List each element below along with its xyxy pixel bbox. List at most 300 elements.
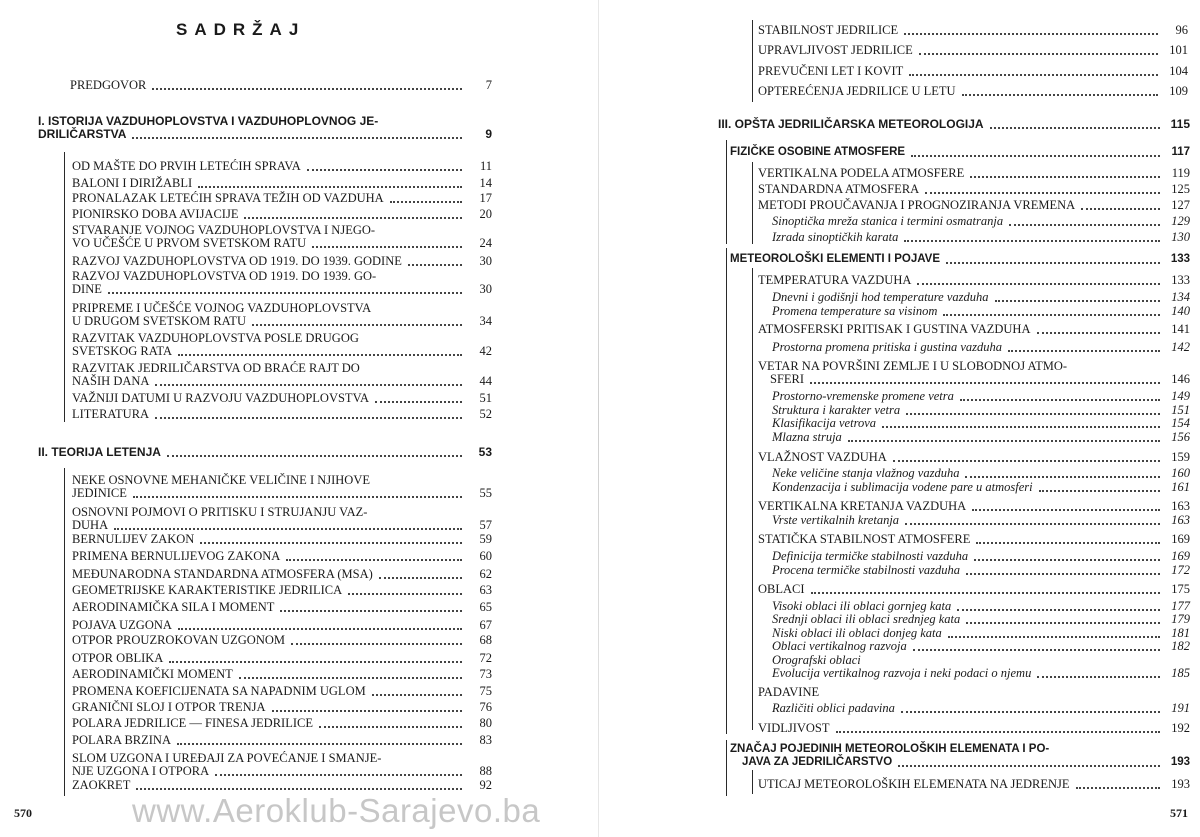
toc-page-number: 134 [1171, 290, 1190, 304]
toc-page-number: 117 [1171, 146, 1190, 158]
toc-entry-title: METODI PROUČAVANJA I PROGNOZIRANJA VREMENA [758, 198, 1076, 212]
toc-entry [72, 474, 492, 500]
dot-leader [1081, 207, 1160, 210]
toc-entry-title: Visoki oblaci ili oblaci gornjeg kata [772, 599, 952, 613]
toc-entry-title: GEOMETRIJSKE KARAKTERISTIKE JEDRILICA [72, 583, 343, 597]
toc-entry-title: Vrste vertikalnih kretanja [772, 513, 900, 527]
toc-entry [72, 533, 492, 546]
toc-entry-title: II. TEORIJA LETENJA [38, 445, 161, 459]
toc-page-number: 101 [1169, 43, 1188, 57]
toc-entry [72, 701, 492, 714]
toc-entry-title-continuation: VO UČEŠĆE U PRVOM SVETSKOM RATU [72, 236, 307, 250]
toc-entry-title: POLARA BRZINA [72, 733, 171, 747]
toc-entry-title: Klasifikacija vetrova [772, 416, 877, 430]
toc-page-number: 51 [479, 391, 492, 405]
toc-entry-title: PRIPREME I UČEŠĆE VOJNOG VAZDUHOPLOVSTVA [72, 301, 372, 315]
watermark: www.Aeroklub-Sarajevo.ba [132, 792, 541, 829]
toc-entry-title: PADAVINE [758, 685, 820, 699]
toc-entry [72, 506, 492, 532]
toc-entry-title: VETAR NA POVRŠINI ZEMLJE I U SLOBODNOJ ATMO- [758, 359, 1068, 373]
toc-entry-title: SLOM UZGONA I UREĐAJI ZA POVEĆANJE I SMANJE- [72, 751, 382, 765]
dot-leader [200, 541, 462, 544]
dot-leader [114, 527, 462, 530]
toc-page-number: 73 [479, 667, 492, 681]
dot-leader [178, 353, 462, 356]
toc-entry-title: POLARA JEDRILICE — FINESA JEDRILICE [72, 716, 313, 730]
toc-page-number: 65 [479, 600, 492, 614]
dot-leader [152, 87, 462, 90]
toc-page-number: 177 [1171, 599, 1190, 613]
toc-entry [772, 613, 1190, 626]
section-rule [64, 152, 65, 422]
toc-entry-title: ZAOKRET [72, 778, 131, 792]
dot-leader [925, 191, 1160, 194]
toc-entry [72, 717, 492, 730]
dot-leader [909, 73, 1158, 76]
dot-leader [957, 608, 1160, 611]
dot-leader [904, 32, 1158, 35]
dot-leader [167, 454, 462, 457]
toc-page-number: 193 [1171, 777, 1190, 791]
toc-entry-title: RAZVOJ VAZDUHOPLOVSTVA OD 1919. DO 1939. GODINE [72, 254, 402, 268]
toc-entry [758, 24, 1188, 37]
dot-leader [810, 381, 1160, 384]
toc-page-number: 17 [479, 191, 492, 205]
toc-entry-title: OPTEREĆENJA JEDRILICE U LETU [758, 84, 956, 98]
toc-page-number: 127 [1171, 198, 1190, 212]
toc-entry-title: VIDLJIVOST [758, 721, 830, 735]
toc-entry-title: STANDARDNA ATMOSFERA [758, 182, 920, 196]
dot-leader [905, 522, 1160, 525]
toc-entry-title: Izrada sinoptičkih karata [772, 230, 899, 244]
toc-entry [72, 668, 492, 681]
toc-page-number: 154 [1171, 416, 1190, 430]
dot-leader [375, 400, 462, 403]
toc-page-number: 191 [1171, 701, 1190, 715]
section-rule [752, 20, 753, 102]
toc-entry-title: Prostorno-vremenske promene vetra [772, 389, 954, 403]
toc-entry-title: VERTIKALNA KRETANJA VAZDUHA [758, 499, 967, 513]
toc-page-number: 24 [479, 236, 492, 250]
toc-page-number: 9 [485, 127, 492, 141]
toc-entry [72, 332, 492, 358]
dot-leader [974, 558, 1160, 561]
toc-entry-title: ZNAČAJ POJEDINIH METEOROLOŠKIH ELEMENATA I PO- [730, 743, 1050, 755]
toc-entry-title: Niski oblaci ili oblaci donjeg kata [772, 626, 942, 640]
dot-leader [917, 282, 1160, 285]
toc-page-number: 159 [1171, 450, 1190, 464]
toc-entry [758, 323, 1190, 336]
toc-entry-title: Evolucija vertikalnog razvoja i neki podaci o njemu [772, 666, 1032, 680]
toc-entry [72, 392, 492, 405]
toc-entry-title: Struktura i karakter vetra [772, 403, 901, 417]
toc-page-number: 133 [1170, 253, 1190, 265]
toc-entry-title: OSNOVNI POJMOVI O PRITISKU I STRUJANJU VAZ- [72, 505, 368, 519]
toc-entry-title: Sinoptička mreža stanica i termini osmatranja [772, 214, 1004, 228]
section-rule [726, 740, 727, 796]
dot-leader [272, 709, 462, 712]
toc-page-number: 175 [1171, 582, 1190, 596]
right-page [600, 0, 1200, 837]
toc-entry-title: I. ISTORIJA VAZDUHOPLOVSTVA I VAZDUHOPLOVNOG JE- [38, 114, 379, 128]
dot-leader [965, 475, 1160, 478]
toc-entry [772, 667, 1190, 680]
toc-page-number: 133 [1171, 273, 1190, 287]
toc-entry-title: Kondenzacija i sublimacija vodene pare u atmosferi [772, 480, 1033, 494]
dot-leader [960, 398, 1160, 401]
toc-entry [772, 215, 1190, 228]
toc-entry [772, 291, 1190, 304]
toc-entry [758, 167, 1190, 180]
dot-leader [836, 730, 1160, 733]
dot-leader [848, 439, 1160, 442]
toc-entry [772, 564, 1190, 577]
toc-page-number: 14 [479, 176, 492, 190]
toc-entry-title: Različiti oblici padavina [772, 701, 895, 715]
left-page-number: 570 [14, 806, 32, 820]
toc-entry-title: GRANIČNI SLOJ I OTPOR TRENJA [72, 700, 266, 714]
dot-leader [972, 508, 1160, 511]
toc-entry-title: PREDGOVOR [70, 78, 147, 92]
toc-entry-title-continuation: DRILIČARSTVA [38, 127, 127, 141]
toc-entry-title: STVARANJE VOJNOG VAZDUHOPLOVSTVA I NJEGO- [72, 223, 376, 237]
toc-entry-title: OBLACI [758, 582, 805, 596]
toc-entry-title: VERTIKALNA PODELA ATMOSFERE [758, 166, 965, 180]
dot-leader [379, 576, 462, 579]
dot-leader [943, 313, 1160, 316]
toc-entry [758, 778, 1190, 791]
dot-leader [108, 291, 462, 294]
dot-leader [178, 627, 462, 630]
toc-entry [72, 685, 492, 698]
toc-page-number: 160 [1171, 466, 1190, 480]
toc-entry-title-continuation: JAVA ZA JEDRILIČARSTVO [742, 756, 893, 768]
toc-entry [772, 640, 1190, 653]
toc-entry-title: Neke veličine stanja vlažnog vazduha [772, 466, 960, 480]
toc-page-number: 109 [1169, 84, 1188, 98]
toc-entry-title: RAZVOJ VAZDUHOPLOVSTVA OD 1919. DO 1939. GO- [72, 269, 377, 283]
toc-page-number: 30 [479, 282, 492, 296]
toc-entry-title: Prostorna promena pritiska i gustina vazduha [772, 340, 1002, 354]
toc-page-number: 83 [479, 733, 492, 747]
toc-entry-title: POJAVA UZGONA [72, 618, 172, 632]
dot-leader [966, 621, 1160, 624]
toc-entry-title: UTICAJ METEOROLOŠKIH ELEMENATA NA JEDRENJE [758, 777, 1070, 791]
toc-entry-title: ATMOSFERSKI PRITISAK I GUSTINA VAZDUHA [758, 322, 1031, 336]
toc-page-number: 104 [1169, 64, 1188, 78]
toc-entry-title: Srednji oblaci ili oblaci srednjeg kata [772, 612, 961, 626]
toc-page-number: 163 [1171, 513, 1190, 527]
dot-leader [169, 660, 462, 663]
toc-page-number: 192 [1171, 721, 1190, 735]
toc-entry-title: Promena temperature sa visinom [772, 304, 938, 318]
dot-leader [286, 558, 462, 561]
toc-entry-title: OTPOR OBLIKA [72, 651, 164, 665]
dot-leader [372, 693, 462, 696]
toc-entry [758, 533, 1190, 546]
toc-page-number: 149 [1171, 389, 1190, 403]
dot-leader [177, 742, 462, 745]
toc-entry [758, 360, 1190, 386]
dot-leader [867, 664, 1160, 665]
toc-page-number: 62 [479, 567, 492, 581]
toc-page-number: 96 [1175, 23, 1188, 37]
toc-entry [758, 274, 1190, 287]
toc-entry [72, 362, 492, 388]
toc-page-number: 129 [1171, 214, 1190, 228]
toc-entry [758, 44, 1188, 57]
toc-entry [758, 199, 1190, 212]
toc-page-number: 182 [1171, 639, 1190, 653]
toc-entry [772, 231, 1190, 244]
dot-leader [966, 572, 1160, 575]
toc-entry [758, 85, 1188, 98]
toc-entry-title: PRIMENA BERNULIJEVOG ZAKONA [72, 549, 281, 563]
toc-entry-title: Procena termičke stabilnosti vazduha [772, 563, 961, 577]
toc-entry-title: BERNULIJEV ZAKON [72, 532, 195, 546]
toc-entry-title: STATIČKA STABILNOST ATMOSFERE [758, 532, 971, 546]
toc-entry [72, 584, 492, 597]
dot-leader [976, 541, 1160, 544]
dot-leader [962, 93, 1158, 96]
toc-entry [72, 224, 492, 250]
toc-entry [730, 743, 1190, 769]
toc-entry [758, 722, 1190, 735]
toc-entry-title: PIONIRSKO DOBA AVIJACIJE [72, 207, 239, 221]
dot-leader [280, 609, 462, 612]
toc-page-number: 20 [479, 207, 492, 221]
dot-leader [1037, 331, 1161, 334]
toc-page-number: 125 [1171, 182, 1190, 196]
toc-page-number: 59 [479, 532, 492, 546]
dot-leader [948, 635, 1160, 638]
toc-entry [72, 752, 492, 778]
dot-leader [252, 323, 462, 326]
toc-entry-title: PREVUČENI LET I KOVIT [758, 64, 904, 78]
toc-entry-title: PROMENA KOEFICIJENATA SA NAPADNIM UGLOM [72, 684, 366, 698]
toc-page-number: 11 [479, 159, 492, 173]
toc-entry [772, 390, 1190, 403]
toc-page-number: 52 [479, 407, 492, 421]
toc-entry [772, 702, 1190, 715]
section-rule [752, 162, 753, 244]
toc-page-number: 193 [1170, 756, 1190, 768]
dot-leader [291, 642, 462, 645]
toc-page-number: 142 [1171, 340, 1190, 354]
toc-entry [772, 467, 1190, 480]
toc-entry [772, 550, 1190, 563]
dot-leader [132, 136, 462, 139]
toc-entry-title: AERODINAMIČKA SILA I MOMENT [72, 600, 275, 614]
dot-leader [995, 299, 1160, 302]
toc-page-number: 163 [1171, 499, 1190, 513]
dot-leader [155, 383, 462, 386]
section-rule [726, 248, 727, 734]
toc-page-number: 68 [479, 633, 492, 647]
dot-leader [901, 710, 1160, 713]
toc-entry [758, 451, 1190, 464]
toc-entry [772, 417, 1190, 430]
toc-entry [72, 652, 492, 665]
dot-leader [990, 126, 1160, 129]
toc-page-number: 169 [1171, 549, 1190, 563]
toc-entry [758, 686, 1190, 699]
toc-entry [772, 341, 1190, 354]
toc-entry [758, 500, 1190, 513]
toc-page-number: 44 [479, 374, 492, 388]
toc-entry-title: RAZVITAK VAZDUHOPLOVSTVA POSLE DRUGOG [72, 331, 359, 345]
toc-entry-title: MEĐUNARODNA STANDARDNA ATMOSFERA (MSA) [72, 567, 373, 581]
toc-page-number: 72 [479, 651, 492, 665]
dot-leader [312, 245, 462, 248]
toc-entry-title-continuation: SFERI [770, 372, 805, 386]
book-spine [598, 0, 599, 837]
dot-leader [906, 412, 1160, 415]
toc-entry-title: UPRAVLJIVOST JEDRILICE [758, 43, 913, 57]
toc-page-number: 53 [478, 445, 492, 459]
toc-entry-title-continuation: NJE UZGONA I OTPORA [72, 764, 210, 778]
section-rule [726, 140, 727, 244]
dot-leader [893, 459, 1160, 462]
toc-page-number: 156 [1171, 430, 1190, 444]
toc-entry-title: VLAŽNOST VAZDUHA [758, 450, 887, 464]
section-rule [64, 468, 65, 796]
section-rule [752, 268, 753, 730]
dot-leader [136, 787, 462, 790]
dot-leader [1039, 489, 1160, 492]
toc-page-number: 141 [1171, 322, 1190, 336]
toc-page-number: 63 [479, 583, 492, 597]
dot-leader [215, 773, 462, 776]
toc-page-number: 75 [479, 684, 492, 698]
toc-entry-title-continuation: SVETSKOG RATA [72, 344, 173, 358]
toc-page-number: 57 [479, 518, 492, 532]
toc-entry [72, 270, 492, 296]
toc-entry-title: STABILNOST JEDRILICE [758, 23, 899, 37]
toc-entry [758, 183, 1190, 196]
toc-entry-title: RAZVITAK JEDRILIČARSTVA OD BRAĆE RAJT DO [72, 361, 360, 375]
toc-entry [72, 634, 492, 647]
section-rule [752, 770, 753, 794]
toc-page-number: 42 [479, 344, 492, 358]
toc-entry-title: III. OPŠTA JEDRILIČARSKA METEOROLOGIJA [718, 117, 984, 131]
dot-leader [239, 676, 462, 679]
toc-entry [718, 118, 1190, 131]
toc-entry-title: OD MAŠTE DO PRVIH LETEĆIH SPRAVA [72, 159, 301, 173]
toc-page-number: 169 [1171, 532, 1190, 546]
dot-leader [348, 592, 462, 595]
toc-entry-title: BALONI I DIRIŽABLI [72, 176, 193, 190]
toc-entry [72, 619, 492, 632]
toc-page-number: 67 [479, 618, 492, 632]
toc-entry [72, 550, 492, 563]
dot-leader [904, 239, 1160, 242]
toc-entry-title: PRONALAZAK LETEĆIH SPRAVA TEŽIH OD VAZDUHA [72, 191, 384, 205]
toc-entry [72, 601, 492, 614]
dot-leader [970, 175, 1160, 178]
dot-leader [1076, 786, 1161, 789]
toc-entry-title: FIZIČKE OSOBINE ATMOSFERE [730, 146, 906, 158]
toc-page-number: 76 [479, 700, 492, 714]
toc-entry [72, 177, 492, 190]
dot-leader [1009, 223, 1160, 226]
toc-entry-title: LITERATURA [72, 407, 150, 421]
right-page-number: 571 [1170, 806, 1188, 820]
toc-entry-title: Orografski oblaci [772, 653, 861, 667]
toc-entry-title: VAŽNIJI DATUMI U RAZVOJU VAZDUHOPLOVSTVA [72, 391, 370, 405]
dot-leader [882, 425, 1160, 428]
toc-entry [772, 305, 1190, 318]
toc-entry [772, 481, 1190, 494]
toc-page-number: 140 [1171, 304, 1190, 318]
toc-page-number: 34 [479, 314, 492, 328]
toc-page-number: 151 [1171, 403, 1190, 417]
dot-leader [198, 185, 462, 188]
toc-page-number: 181 [1171, 626, 1190, 640]
toc-page-number: 7 [485, 78, 492, 92]
toc-entry [70, 79, 492, 92]
toc-entry [38, 446, 492, 459]
toc-entry-title: METEOROLOŠKI ELEMENTI I POJAVE [730, 253, 941, 265]
dot-leader [913, 648, 1160, 651]
toc-entry [758, 583, 1190, 596]
toc-entry [72, 302, 492, 328]
toc-entry [772, 431, 1190, 444]
toc-entry [758, 65, 1188, 78]
dot-leader [946, 261, 1160, 264]
dot-leader [1008, 349, 1160, 352]
toc-entry [72, 208, 492, 221]
toc-entry-title: NEKE OSNOVNE MEHANIČKE VELIČINE I NJIHOVE [72, 473, 370, 487]
toc-page-number: 185 [1171, 666, 1190, 680]
toc-entry [72, 779, 492, 792]
toc-page-number: 146 [1171, 372, 1190, 386]
toc-page-number: 88 [479, 764, 492, 778]
toc-entry [772, 514, 1190, 527]
toc-page-number: 130 [1171, 230, 1190, 244]
dot-leader [898, 764, 1160, 767]
dot-leader [911, 154, 1160, 157]
dot-leader [408, 263, 462, 266]
dot-leader [307, 168, 462, 171]
toc-entry-title-continuation: NAŠIH DANA [72, 374, 150, 388]
dot-leader [811, 591, 1160, 594]
toc-entry [38, 115, 492, 141]
toc-entry-title: Mlazna struja [772, 430, 842, 444]
toc-entry-title-continuation: DUHA [72, 518, 109, 532]
toc-entry-title: AERODINAMIČKI MOMENT [72, 667, 233, 681]
toc-entry-title-continuation: JEDINICE [72, 486, 127, 500]
toc-entry-title-continuation: U DRUGOM SVETSKOM RATU [72, 314, 246, 328]
toc-page-number: 115 [1170, 117, 1190, 131]
toc-entry [72, 568, 492, 581]
dot-leader [319, 725, 462, 728]
toc-page-number: 172 [1171, 563, 1190, 577]
dot-leader [133, 495, 462, 498]
toc-entry-title: Definicija termičke stabilnosti vazduha [772, 549, 969, 563]
toc-page-number: 161 [1171, 480, 1190, 494]
toc-entry [730, 146, 1190, 159]
toc-entry [72, 160, 492, 173]
dot-leader [390, 200, 462, 203]
toc-entry [72, 408, 492, 421]
toc-page-number: 92 [479, 778, 492, 792]
toc-entry-title: OTPOR PROUZROKOVAN UZGONOM [72, 633, 285, 647]
toc-entry [72, 734, 492, 747]
toc-page-number: 179 [1171, 612, 1190, 626]
dot-leader [1037, 675, 1160, 678]
toc-entry [730, 253, 1190, 266]
